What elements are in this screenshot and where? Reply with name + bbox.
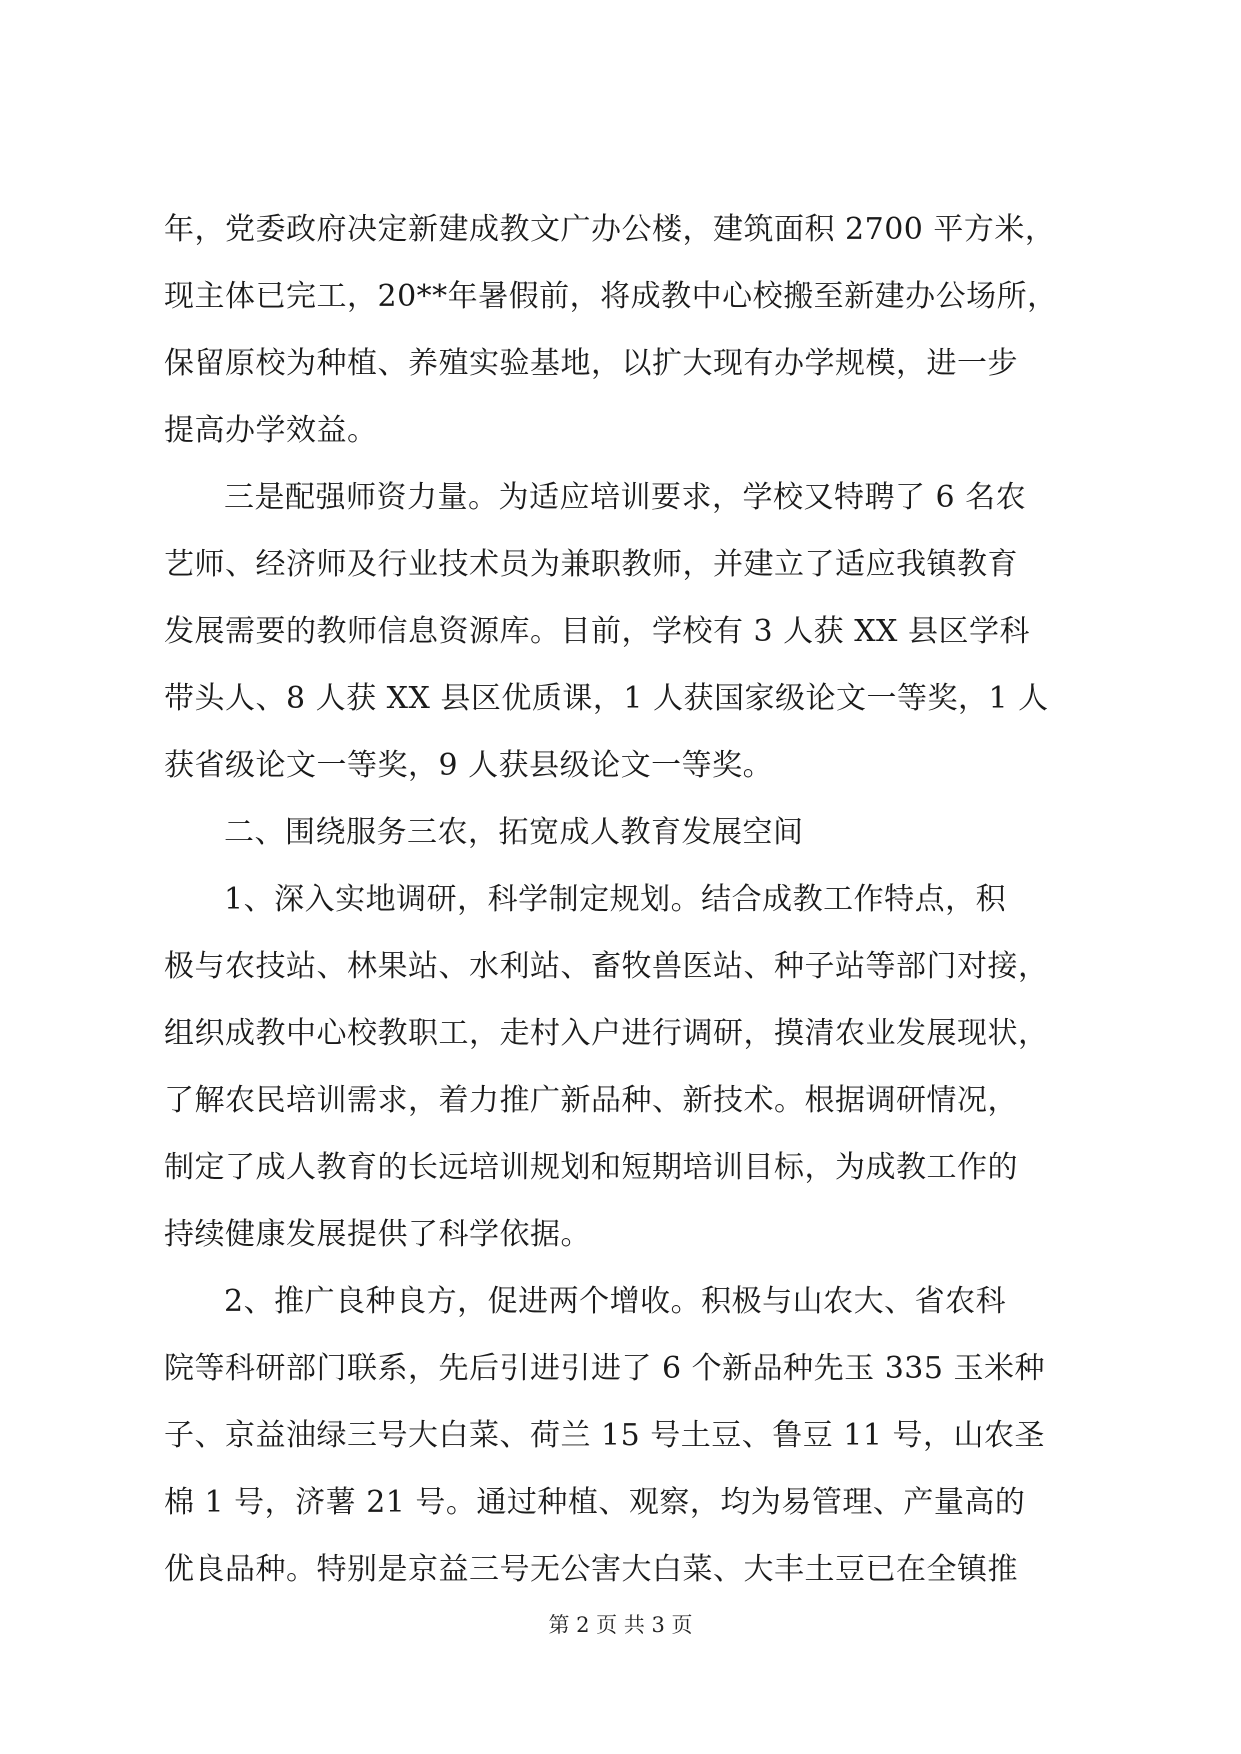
text-line: 了解农民培训需求，着力推广新品种、新技术。根据调研情况，	[164, 1083, 1018, 1118]
text-line: 现主体已完工，20**年暑假前，将成教中心校搬至新建办公场所，	[164, 279, 1058, 314]
text-line: 持续健康发展提供了科学依据。	[164, 1217, 591, 1252]
text-line: 年，党委政府决定新建成教文广办公楼，建筑面积 2700 平方米，	[164, 212, 1056, 247]
text-line: 棉 1 号，济薯 21 号。通过种植、观察，均为易管理、产量高的	[164, 1485, 1026, 1520]
text-line: 组织成教中心校教职工，走村入户进行调研，摸清农业发展现状，	[164, 1016, 1049, 1051]
page-number-footer: 第 2 页 共 3 页	[548, 1613, 693, 1637]
text-line: 带头人、8 人获 XX 县区优质课，1 人获国家级论文一等奖，1 人	[164, 681, 1049, 716]
section-heading: 二、围绕服务三农，拓宽成人教育发展空间	[224, 815, 804, 850]
text-line: 院等科研部门联系，先后引进引进了 6 个新品种先玉 335 玉米种	[164, 1351, 1045, 1386]
text-line: 极与农技站、林果站、水利站、畜牧兽医站、种子站等部门对接，	[164, 949, 1049, 984]
text-line: 制定了成人教育的长远培训规划和短期培训目标，为成教工作的	[164, 1150, 1018, 1185]
text-line: 2、推广良种良方，促进两个增收。积极与山农大、省农科	[224, 1284, 1007, 1319]
text-line: 保留原校为种植、养殖实验基地，以扩大现有办学规模，进一步	[164, 346, 1018, 381]
text-line: 提高办学效益。	[164, 413, 378, 448]
text-line: 1、深入实地调研，科学制定规划。结合成教工作特点，积	[224, 882, 1007, 917]
text-line: 三是配强师资力量。为适应培训要求，学校又特聘了 6 名农	[224, 480, 1027, 515]
text-line: 优良品种。特别是京益三号无公害大白菜、大丰土豆已在全镇推	[164, 1552, 1018, 1587]
text-line: 获省级论文一等奖，9 人获县级论文一等奖。	[164, 748, 774, 783]
document-body	[164, 196, 1084, 1603]
text-line: 艺师、经济师及行业技术员为兼职教师，并建立了适应我镇教育	[164, 547, 1018, 582]
text-line: 发展需要的教师信息资源库。目前，学校有 3 人获 XX 县区学科	[164, 614, 1030, 649]
text-line: 子、京益油绿三号大白菜、荷兰 15 号土豆、鲁豆 11 号，山农圣	[164, 1418, 1045, 1453]
